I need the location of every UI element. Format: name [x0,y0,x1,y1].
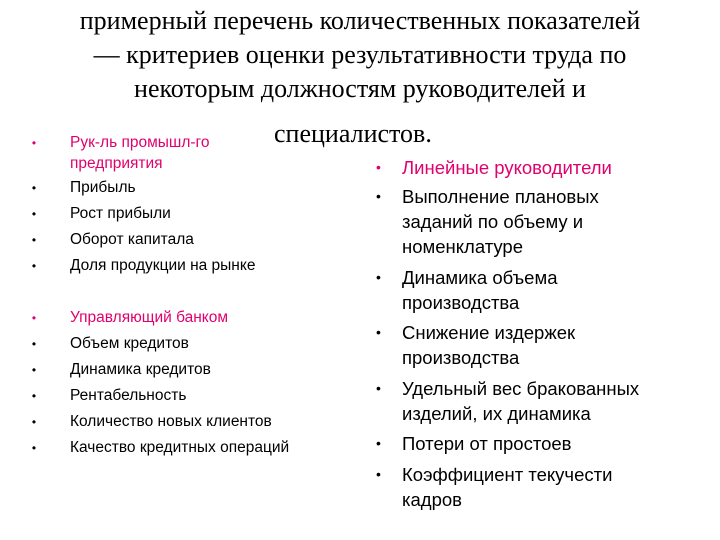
list-item-line: заданий по объему и [402,211,584,232]
heading-line-1: Рук-ль промышл-го [70,134,210,151]
list-item-line: Потери от простоев [402,433,572,454]
list-item-text: Прибыль [70,179,136,196]
list-item-heading-cont [70,152,163,176]
list-item-line: номенклатуре [402,236,524,257]
list-item [31,202,171,226]
heading-line-2: предприятия [70,155,163,172]
bullet-icon: • [31,207,37,221]
list-item-text: Рост прибыли [70,205,171,222]
list-item [376,265,558,315]
heading-text: Линейные руководители [402,157,612,178]
bullet-icon: • [376,324,381,340]
title-line-3: некоторым должностям руководителей и [134,74,586,103]
list-item-text: Оборот капитала [70,231,194,248]
title-line-4: специалистов. [274,119,432,148]
list-item [31,358,211,382]
list-item [376,462,613,512]
bullet-icon: • [376,466,381,482]
list-item [376,431,572,456]
list-item [31,436,290,460]
list-item-text: Рентабельность [70,387,187,404]
list-item [31,384,187,408]
list-item-heading [376,155,612,180]
list-item [31,176,136,200]
bullet-icon: • [31,415,37,429]
list-item-text: Объем кредитов [70,335,189,352]
list-item-line: кадров [402,489,462,510]
list-item [376,376,640,426]
bullet-icon: • [31,136,37,150]
list-item [376,320,576,370]
heading-text: Управляющий банком [70,309,229,326]
list-item-text: Динамика кредитов [70,361,211,378]
list-item-line: изделий, их динамика [402,403,591,424]
bullet-icon: • [376,159,381,175]
list-item-text: Количество новых клиентов [70,413,272,430]
bullet-icon: • [31,363,37,377]
list-item-line: производства [402,347,520,368]
list-item [31,332,189,356]
list-item-line: Динамика объема [402,267,558,288]
list-item-heading [31,306,229,330]
bullet-icon: • [31,181,37,195]
list-item-text: Доля продукции на рынке [70,257,256,274]
bullet-icon: • [376,380,381,396]
list-item [31,410,272,434]
bullet-icon: • [31,441,37,455]
title-line-1: примерный перечень количественных показателей [79,6,641,35]
bullet-icon: • [31,259,37,273]
bullet-icon: • [376,435,381,451]
title-line-2: — критериев оценки результативности труда по [93,40,627,69]
list-item [376,184,599,259]
list-item-text: Качество кредитных операций [70,439,290,456]
list-item-line: Снижение издержек [402,322,576,343]
list-item [31,228,194,252]
bullet-icon: • [31,233,37,247]
bullet-icon: • [376,188,381,204]
list-item-line: Удельный вес бракованных [402,378,640,399]
list-item-line: производства [402,292,520,313]
list-item [31,254,256,278]
bullet-icon: • [31,337,37,351]
bullet-icon: • [376,269,381,285]
list-item-line: Выполнение плановых [402,186,599,207]
list-item-line: Коэффициент текучести [402,464,613,485]
bullet-icon: • [31,311,37,325]
bullet-icon: • [31,389,37,403]
